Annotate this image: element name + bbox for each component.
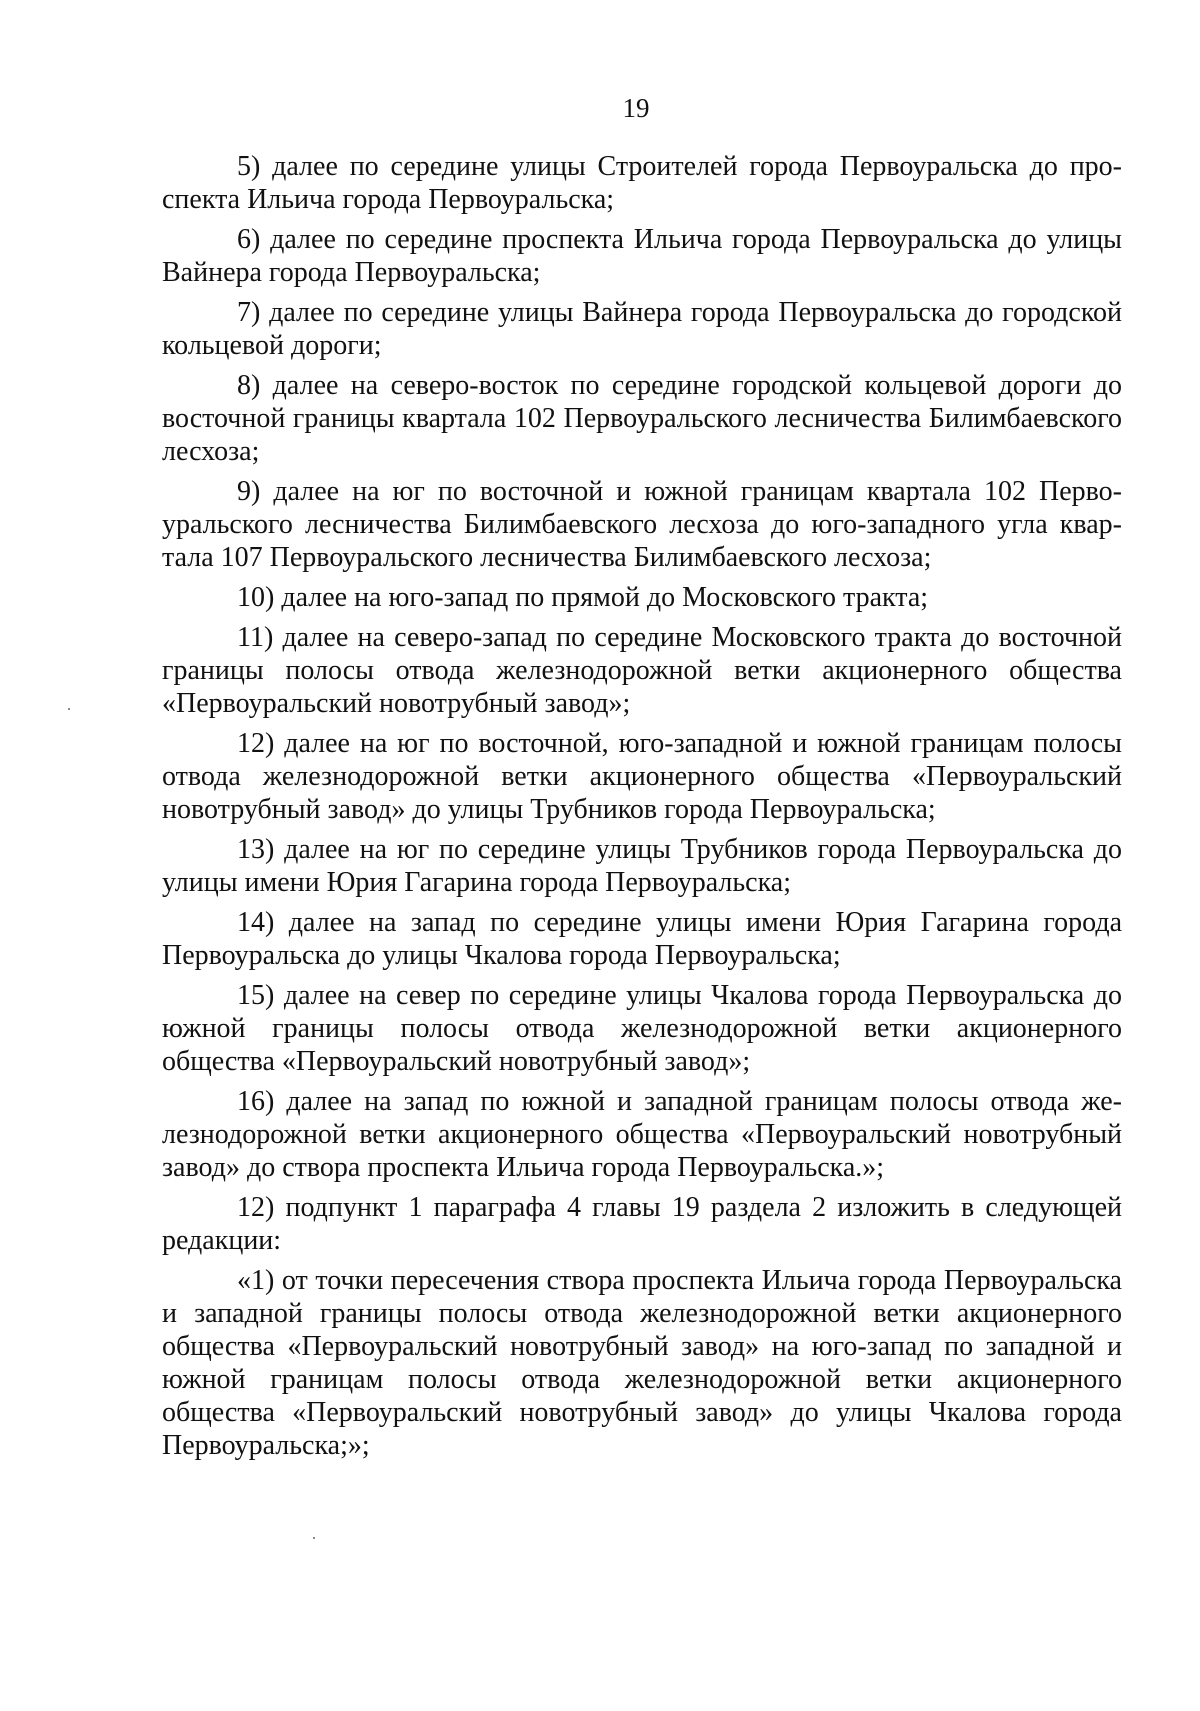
paragraph-item-13: 13) далее на юг по середине улицы Трубников города Первоуральска до улицы имени Юрия Гагарина города Первоуральска; xyxy=(162,834,1122,898)
paragraph-item-8: 8) далее на северо-восток по середине городской кольцевой дороги до восточной границы квартала 102 Первоуральского лесничества Билимбаевского лесхоза; xyxy=(162,370,1122,467)
paragraph-item-10: 10) далее на юго-запад по прямой до Московского тракта; xyxy=(237,582,929,613)
paragraph-item-15: 15) далее на север по середине улицы Чкалова города Первоуральска до южной границы полосы отвода железнодорожной ветки акционерного общества «Первоуральский новотрубный завод»; xyxy=(162,980,1122,1077)
paragraph-item-12: 12) далее на юг по восточной, юго-западной и южной границам полосы отвода железнодорожной ветки акционерного общества «Первоуральский новотрубный завод» до улицы Трубников города Первоуральска; xyxy=(162,728,1122,825)
paragraph-item-16: 16) далее на запад по южной и западной границам полосы отвода железнодорожной ветки акционерного общества «Первоуральский новотрубный завод» до створа проспекта Ильича города Первоуральска.»; xyxy=(162,1086,1122,1183)
paragraph-item-14: 14) далее на запад по середине улицы имени Юрия Гагарина города Первоуральска до улицы Чкалова города Первоуральска; xyxy=(162,907,1122,971)
paragraph-subclause-12: 12) подпункт 1 параграфа 4 главы 19 раздела 2 изложить в следующей редакции: xyxy=(162,1192,1122,1256)
paragraph-item-6: 6) далее по середине проспекта Ильича города Первоуральска до улицы Вайнера города Первоуральска; xyxy=(162,224,1122,288)
scan-speck xyxy=(68,708,70,710)
paragraph-item-11: 11) далее на северо-запад по середине Московского тракта до восточной границы полосы отвода железнодорожной ветки акционерного общества «Первоуральский новотрубный завод»; xyxy=(162,622,1122,719)
scan-speck xyxy=(313,1537,315,1539)
page-number: 19 xyxy=(622,93,650,123)
paragraph-item-5: 5) далее по середине улицы Строителей города Первоуральска до проспекта Ильича города Первоуральска; xyxy=(162,151,1122,215)
paragraph-item-7: 7) далее по середине улицы Вайнера города Первоуральска до городской кольцевой дороги; xyxy=(162,297,1122,361)
paragraph-quoted-1: «1) от точки пересечения створа проспекта Ильича города Первоуральска и западной границы полосы отвода железнодорожной ветки акционерного общества «Первоуральский новотрубный завод» на юго-запад по западной и южной границам полосы отвода железнодорожной ветки акционерного общества «Первоуральский новотрубный завод» до улицы Чкалова города Первоуральска;»; xyxy=(162,1265,1122,1461)
document-body xyxy=(162,150,1122,1469)
paragraph-item-9: 9) далее на юг по восточной и южной границам квартала 102 Первоуральского лесничества Билимбаевского лесхоза до юго-западного угла квартала 107 Первоуральского лесничества Билимбаевского лесхоза; xyxy=(162,476,1122,573)
